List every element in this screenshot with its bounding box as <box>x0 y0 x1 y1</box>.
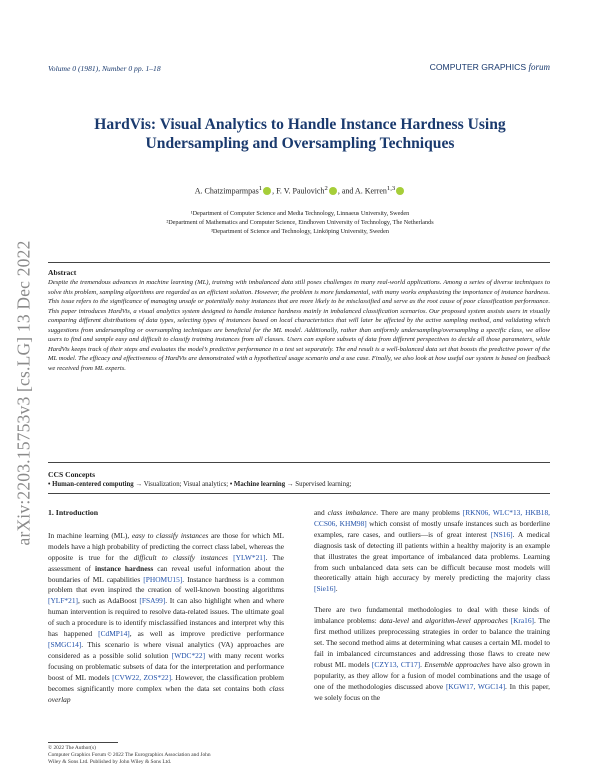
ccs-subterm: → Supervised learning; <box>285 481 352 488</box>
text: and <box>409 616 426 626</box>
ccs-term: • Machine learning <box>228 481 286 488</box>
text: . It can also highlight when and where human intervention is required to resolve data-related issues. The ultimate goal of such a procedure is to identify misclassified instances and interpret why this has happened <box>48 596 284 639</box>
paragraph <box>314 605 550 703</box>
paragraph <box>314 508 550 595</box>
citation-link[interactable]: [PHOMU15] <box>143 574 183 584</box>
journal-suffix: forum <box>528 62 550 72</box>
journal-name <box>430 62 550 72</box>
author-list <box>50 185 550 196</box>
citation-link[interactable]: [CVW22, ZOS*22] <box>112 672 172 682</box>
citation-link[interactable]: [KGW17, WGC14] <box>445 681 506 691</box>
citation-link[interactable]: [WDC*22] <box>171 650 206 660</box>
text: . However, the classification problem becomes significantly more complex when the data set contains both <box>48 672 284 693</box>
text: . In this paper, we solely focus on the <box>314 681 550 702</box>
divider <box>48 493 550 494</box>
title-line-1: HardVis: Visual Analytics to Handle Instance Hardness Using <box>94 116 506 133</box>
left-column <box>48 508 284 715</box>
ccs-term: • Human-centered computing <box>48 481 134 488</box>
abstract-heading: Abstract <box>48 268 77 277</box>
citation-link[interactable]: [YLF*21] <box>48 596 78 606</box>
text: with many recent works focusing on problematic subsets of data for the interpretation and performance boost of ML models <box>48 650 284 682</box>
arxiv-stamp <box>4 195 44 590</box>
orcid-icon[interactable] <box>263 187 271 195</box>
abstract-text: Despite the tremendous advances in machine learning (ML), training with imbalanced data still poses challenges in many real-world applications. Among a series of diverse techniques to solve this problem, sampling algorithms are regarded as an efficient solution. However, the problem is more fundamental, with many works emphasizing the importance of instance hardness. This issue refers to the significance of managing unsafe or potentially noisy instances that are more likely to be misclassified and serve as the root cause of poor classification performance. This paper introduces HardVis, a visual analytics system designed to handle instance hardness mainly in imbalanced classification scenarios. Our proposed system assists users in visually comparing different distributions of data types, selecting types of instances based on local characteristics that will later be affected by the active sampling method, and validating which suggestions from undersampling or oversampling techniques are beneficial for the ML model. Additionally, rather than uniformly undersampling/oversampling a specific class, we allow users to find and sample easy and difficult to classify training instances from all classes. Users can explore subsets of data from different perspectives to decide all those parameters, while HardVis keeps track of their steps and evaluates the model’s predictive performance in a test set separately. The end result is a well-balanced data set that boosts the predictive power of the ML model. The efficacy and effectiveness of HardVis are demonstrated with a hypothetical usage scenario and a use case. Finally, we also look at how useful our system is based on feedback we received from ML experts. <box>48 279 550 372</box>
text-italic: difficult to classify instances <box>133 552 228 562</box>
abstract-section <box>48 262 550 373</box>
citation-link[interactable]: [Sie16] <box>314 584 336 594</box>
affiliations <box>50 209 550 236</box>
citation-link[interactable]: [RKN06, WLC*13, HKB18, CCS06, KHM98] <box>314 508 550 528</box>
footer-line-3: Wiley & Sons Ltd. Published by John Wiley & Sons Ltd. <box>48 759 172 765</box>
text: In machine learning (ML), <box>48 530 132 540</box>
ccs-list <box>48 481 550 488</box>
paper-title <box>50 115 550 153</box>
text-italic: data-level <box>379 616 410 626</box>
arxiv-id: arXiv:2203.15753v3 [cs.LG] 13 Dec 2022 <box>13 239 34 546</box>
affiliation-1: ¹Department of Computer Science and Media Technology, Linnaeus University, Sweden <box>190 210 410 217</box>
volume-info: Volume 0 (1981), Number 0 pp. 1–18 <box>48 64 161 73</box>
citation-link[interactable]: [SMGC14] <box>48 639 82 649</box>
author-1: A. Chatzimparmpas <box>194 186 259 196</box>
text: . The first method utilizes preprocessing strategies in order to balance the training set. The second method aims at determining what causes a certain ML model to fail in imbalanced circumstances and addressing those flaws to create new robust ML models <box>314 616 551 669</box>
divider <box>48 742 118 743</box>
text: are those for which ML models have a high probability of predicting the correct class label, whereas the opposite is true for the <box>48 530 284 562</box>
author-1-affil: 1 <box>258 185 263 192</box>
text-italic: easy to classify instances <box>131 530 209 540</box>
ccs-subterm: → Visualization; Visual analytics; <box>133 481 229 488</box>
citation-link[interactable]: [YLW*21] <box>233 552 266 562</box>
text: . There are many problems <box>376 508 463 517</box>
citation-link[interactable]: [FSA99] <box>139 596 166 606</box>
text: have also grown in popularity, as they allow for a fusion of model combinations and the usage of one of the methodologies discussed above <box>314 659 550 691</box>
citation-link[interactable]: [CdMP14] <box>98 629 130 639</box>
text: . The assessment of <box>48 552 284 573</box>
orcid-icon[interactable] <box>329 187 337 195</box>
copyright-footer <box>48 745 211 766</box>
text: There are two fundamental methodologies to deal with these kinds of imbalance problems: <box>314 605 550 626</box>
title-line-2: Undersampling and Oversampling Techniques <box>145 135 455 152</box>
text-italic: class overlap <box>48 683 284 704</box>
footer-line-1: © 2022 The Author(s) <box>48 745 96 751</box>
journal-title: COMPUTER GRAPHICS <box>429 62 527 72</box>
text: . A medical diagnosis task of detecting ill patients within a healthy majority is an example that illustrates the great importance of imbalanced data problems. Learning from such unbalanced data sets can be difficult because most models will theoretically attain high accuracy by merely predicting the majority class <box>314 529 550 583</box>
text-italic: algorithm-level approaches <box>425 616 508 626</box>
author-2: , F. V. Paulovich <box>272 186 325 196</box>
author-3-affil: 1,3 <box>386 185 396 192</box>
text: . <box>335 584 338 594</box>
text-italic: class imbalance <box>327 508 377 517</box>
author-3: , and A. Kerren <box>337 186 387 196</box>
divider <box>48 462 550 463</box>
author-2-affil: 2 <box>324 185 328 192</box>
section-heading: 1. Introduction <box>48 508 99 517</box>
affiliation-2: ²Department of Mathematics and Computer Science, Eindhoven University of Technology, The Netherlands <box>166 219 434 226</box>
orcid-icon[interactable] <box>396 187 404 195</box>
citation-link[interactable]: [NS16] <box>490 529 513 539</box>
text: and <box>314 508 328 517</box>
right-column <box>314 508 550 713</box>
text-italic: Ensemble approaches <box>424 659 490 669</box>
ccs-heading: CCS Concepts <box>48 470 96 479</box>
footer-line-2: Computer Graphics Forum © 2022 The Eurographics Association and John <box>48 752 211 758</box>
text: can reveal useful information about the boundaries of ML capabilities <box>48 563 284 584</box>
text: which consist of mostly unsafe instances such as borderline examples, rare cases, and outliers—is of great interest <box>314 518 551 539</box>
text-bold: instance hardness <box>95 563 154 573</box>
text: . <box>420 659 425 669</box>
text: . Instance hardness is a common problem that even inspired the creation of well-known boosting algorithms <box>48 574 284 595</box>
text: . This scenario is where visual analytics (VA) approaches are considered as a possible solid solution <box>48 639 284 660</box>
text: , such as AdaBoost <box>77 596 140 606</box>
paragraph <box>48 531 284 706</box>
citation-link[interactable]: [Kra16] <box>510 616 535 626</box>
affiliation-3: ³Department of Science and Technology, Linköping University, Sweden <box>210 228 389 235</box>
ccs-concepts <box>48 470 550 488</box>
citation-link[interactable]: [CZY13, CT17] <box>371 659 421 669</box>
text: , as well as improve predictive performance <box>129 629 284 639</box>
